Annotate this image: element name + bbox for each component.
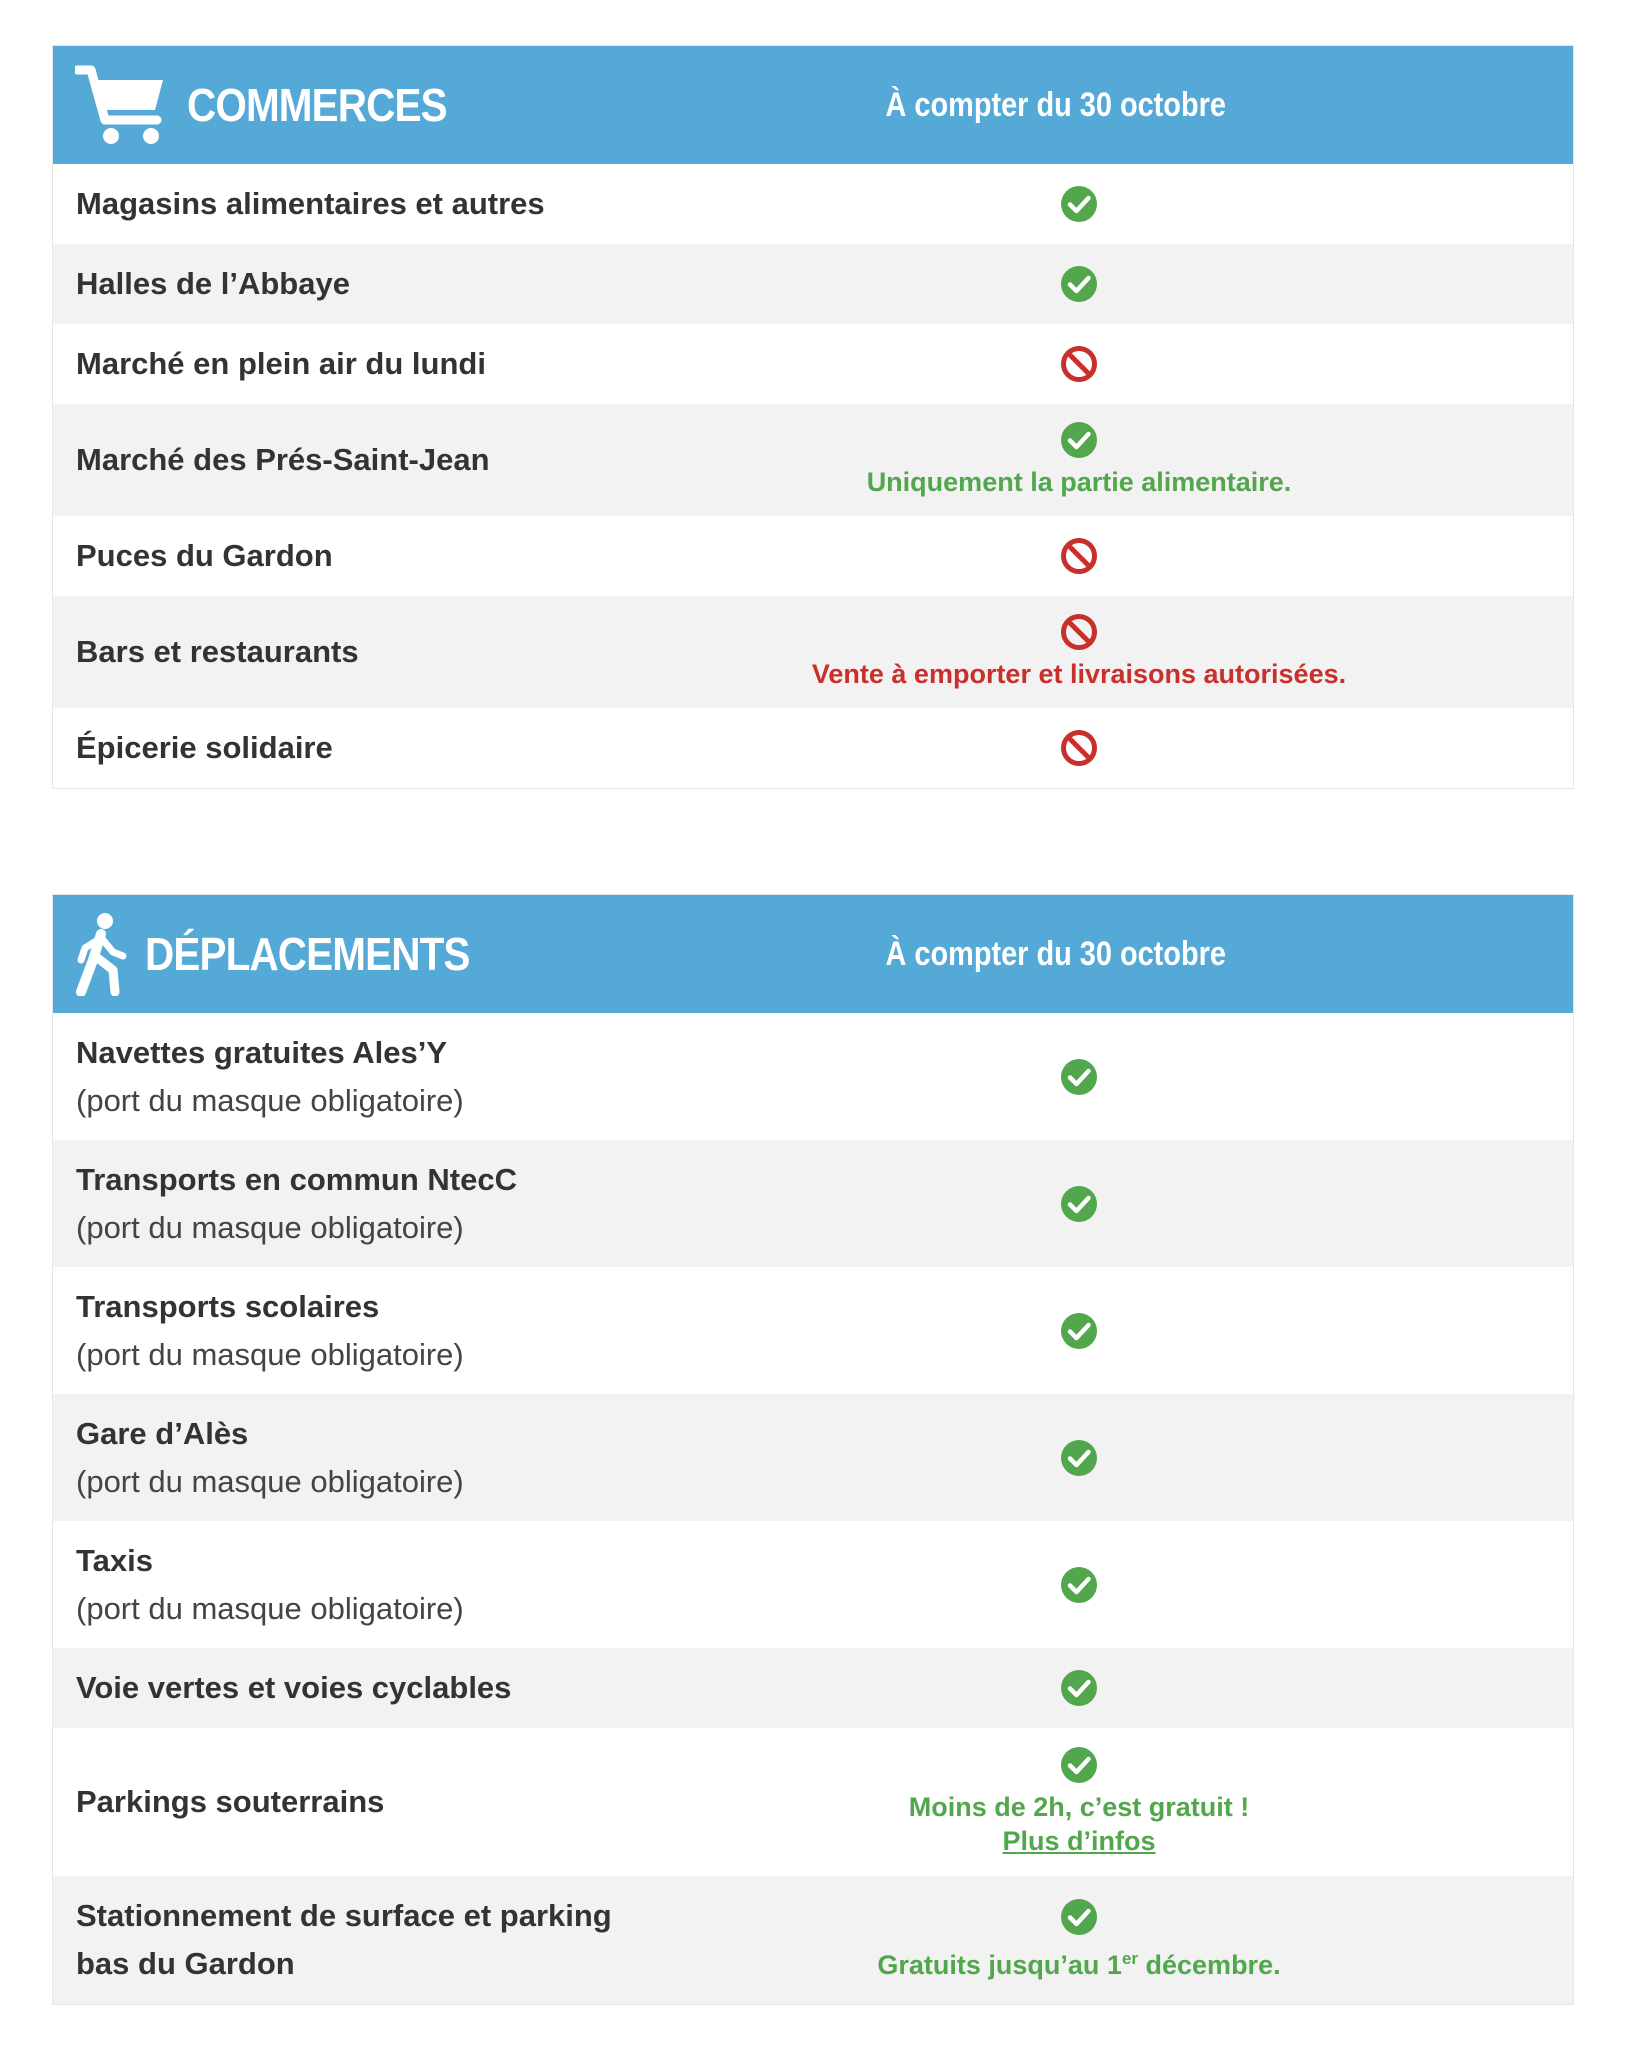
row-title: Épicerie solidaire <box>76 730 333 765</box>
table-row <box>53 1267 1573 1394</box>
more-info-link[interactable]: Plus d’infos <box>1002 1826 1156 1856</box>
check-circle-icon <box>1060 1566 1098 1604</box>
row-subtitle: (port du masque obligatoire) <box>76 1336 464 1372</box>
deplacements-date-label: À compter du 30 octobre <box>885 935 1226 973</box>
row-title: Transports en commun NtecC <box>76 1161 517 1197</box>
table-row <box>53 164 1573 244</box>
row-status <box>779 537 1379 575</box>
row-note-tail: décembre. <box>1138 1950 1281 1980</box>
row-title: Puces du Gardon <box>76 538 333 573</box>
row-note <box>779 1942 1379 1982</box>
prohibited-icon <box>1060 537 1098 575</box>
row-label <box>76 1664 511 1712</box>
row-label <box>76 1283 464 1379</box>
row-status <box>779 1898 1379 1982</box>
commerces-title: COMMERCES <box>187 79 447 131</box>
row-note <box>779 657 1379 691</box>
row-status <box>779 1058 1379 1096</box>
row-status <box>779 1746 1379 1858</box>
table-row <box>53 324 1573 404</box>
row-title: Stationnement de surface et parking <box>76 1898 612 1933</box>
row-label <box>76 340 486 388</box>
table-row <box>53 596 1573 708</box>
row-label <box>76 180 545 228</box>
row-label <box>76 532 333 580</box>
check-circle-icon <box>1060 421 1098 459</box>
row-status <box>779 421 1379 499</box>
check-circle-icon <box>1060 1898 1098 1936</box>
row-label <box>76 1156 517 1252</box>
table-row <box>53 244 1573 324</box>
row-subtitle: (port du masque obligatoire) <box>76 1082 464 1118</box>
row-note-link-wrap <box>779 1824 1379 1858</box>
row-label <box>76 628 359 676</box>
row-subtitle: (port du masque obligatoire) <box>76 1590 464 1626</box>
row-status <box>779 1566 1379 1604</box>
table-row <box>53 1876 1573 2004</box>
table-row <box>53 1521 1573 1648</box>
cart-icon <box>75 64 167 146</box>
row-status <box>779 1669 1379 1707</box>
prohibited-icon <box>1060 613 1098 651</box>
row-note-superscript: er <box>1121 1949 1139 1968</box>
table-row <box>53 708 1573 788</box>
check-circle-icon <box>1060 1439 1098 1477</box>
deplacements-rows <box>53 1013 1573 2004</box>
table-row <box>53 1648 1573 1728</box>
table-row <box>53 1140 1573 1267</box>
check-circle-icon <box>1060 185 1098 223</box>
row-label <box>76 260 350 308</box>
row-note-text: Uniquement la partie alimentaire. <box>866 467 1292 497</box>
row-title: Marché en plein air du lundi <box>76 346 486 381</box>
row-status <box>779 265 1379 303</box>
check-circle-icon <box>1060 1185 1098 1223</box>
row-label <box>76 1537 464 1633</box>
deplacements-table <box>52 894 1574 2005</box>
row-title: Voie vertes et voies cyclables <box>76 1670 512 1705</box>
row-title: Parkings souterrains <box>76 1784 385 1819</box>
commerces-header <box>53 46 1573 164</box>
check-circle-icon <box>1060 1746 1098 1784</box>
row-label <box>76 1410 464 1506</box>
row-subtitle: (port du masque obligatoire) <box>76 1209 464 1245</box>
row-title: Transports scolaires <box>76 1288 380 1324</box>
row-label <box>76 436 490 484</box>
row-title: Bars et restaurants <box>76 634 359 669</box>
walking-person-icon <box>73 912 129 996</box>
row-status <box>779 613 1379 691</box>
row-title: Magasins alimentaires et autres <box>76 186 545 221</box>
prohibited-icon <box>1060 345 1098 383</box>
row-label <box>76 1029 464 1125</box>
row-status <box>779 729 1379 767</box>
row-label <box>76 1892 612 1988</box>
prohibited-icon <box>1060 729 1098 767</box>
row-title-continued: bas du Gardon <box>76 1946 295 1981</box>
row-note-text: Vente à emporter et livraisons autorisées. <box>811 659 1347 689</box>
table-row <box>53 1394 1573 1521</box>
check-circle-icon <box>1060 1058 1098 1096</box>
row-status <box>779 345 1379 383</box>
row-subtitle: (port du masque obligatoire) <box>76 1463 464 1499</box>
row-title: Navettes gratuites Ales’Y <box>76 1034 448 1070</box>
commerces-table <box>52 45 1574 789</box>
commerces-date-label: À compter du 30 octobre <box>885 86 1226 124</box>
row-label <box>76 724 333 772</box>
row-note-text: Gratuits jusqu’au 1 <box>877 1950 1122 1980</box>
table-row <box>53 516 1573 596</box>
row-note-text: Moins de 2h, c’est gratuit ! <box>908 1792 1250 1822</box>
check-circle-icon <box>1060 1312 1098 1350</box>
deplacements-header <box>53 895 1573 1013</box>
row-label <box>76 1778 384 1826</box>
row-status <box>779 185 1379 223</box>
row-status <box>779 1439 1379 1477</box>
table-row <box>53 1728 1573 1876</box>
deplacements-title: DÉPLACEMENTS <box>145 928 470 980</box>
row-note <box>779 465 1379 499</box>
commerces-rows <box>53 164 1573 788</box>
row-title: Taxis <box>76 1542 153 1578</box>
check-circle-icon <box>1060 265 1098 303</box>
row-status <box>779 1312 1379 1350</box>
check-circle-icon <box>1060 1669 1098 1707</box>
row-title: Gare d’Alès <box>76 1415 249 1451</box>
row-note <box>779 1790 1379 1824</box>
table-row <box>53 404 1573 516</box>
row-title: Halles de l’Abbaye <box>76 266 350 301</box>
row-title: Marché des Prés-Saint-Jean <box>76 442 490 477</box>
row-status <box>779 1185 1379 1223</box>
table-row <box>53 1013 1573 1140</box>
